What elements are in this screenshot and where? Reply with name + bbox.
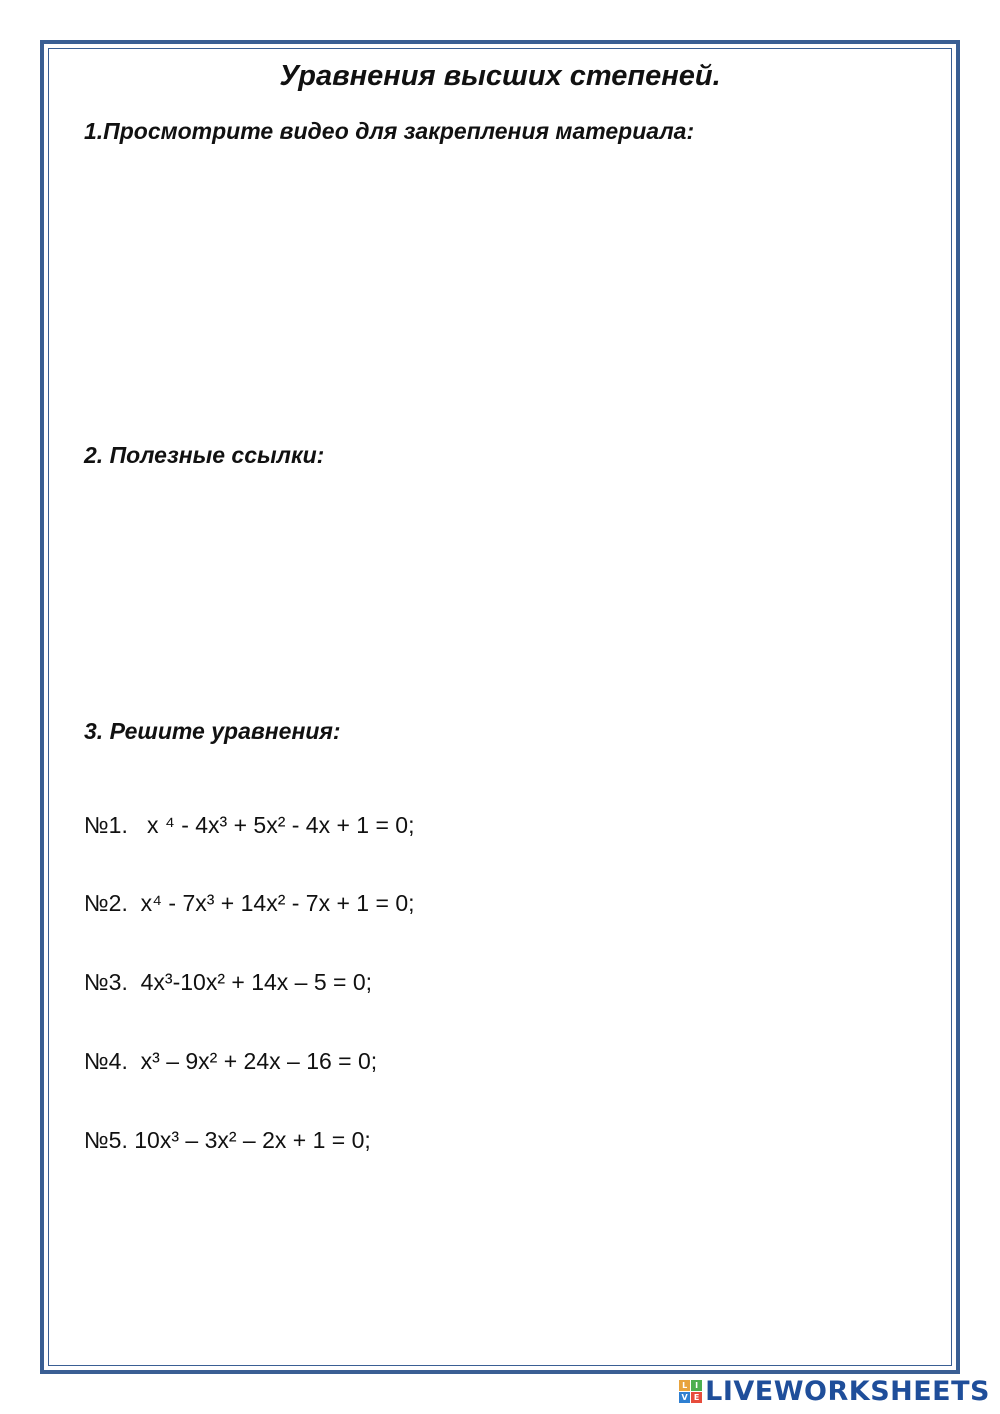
equation-2	[84, 890, 415, 917]
equation-number: №1.	[84, 812, 128, 838]
equation-text: x⁴ - 7x³ + 14x² - 7x + 1 = 0;	[140, 890, 415, 916]
equation-text: x³ – 9x² + 24x – 16 = 0;	[140, 1048, 378, 1074]
equation-number: №2.	[84, 890, 128, 916]
section-solve-heading: 3. Решите уравнения:	[84, 718, 341, 744]
equation-text: 10x³ – 3x² – 2x + 1 = 0;	[134, 1127, 371, 1153]
page-border-inner	[48, 48, 952, 1366]
equation-number: №4.	[84, 1048, 128, 1074]
section-video-heading: 1.Просмотрите видео для закрепления материала:	[84, 118, 695, 144]
equation-5	[84, 1127, 371, 1154]
page-title: Уравнения высших степеней.	[279, 60, 721, 92]
logo-tile: V	[679, 1392, 690, 1403]
equation-number: №3.	[84, 969, 128, 995]
logo-tile: I	[691, 1380, 702, 1391]
logo-tile: L	[679, 1380, 690, 1391]
liveworksheets-logo-icon	[679, 1380, 702, 1403]
logo-tile: E	[691, 1392, 702, 1403]
equation-1	[84, 812, 414, 839]
equation-number: №5.	[84, 1127, 128, 1153]
equation-text: x ⁴ - 4x³ + 5x² - 4x + 1 = 0;	[140, 812, 415, 838]
section-links-heading: 2. Полезные ссылки:	[84, 442, 325, 468]
equation-4	[84, 1048, 377, 1075]
liveworksheets-brand[interactable]	[679, 1374, 990, 1408]
equation-3	[84, 969, 372, 996]
brand-name: LIVEWORKSHEETS	[705, 1375, 990, 1407]
equation-text: 4x³-10x² + 14x – 5 = 0;	[140, 969, 373, 995]
page-border	[40, 40, 960, 1374]
